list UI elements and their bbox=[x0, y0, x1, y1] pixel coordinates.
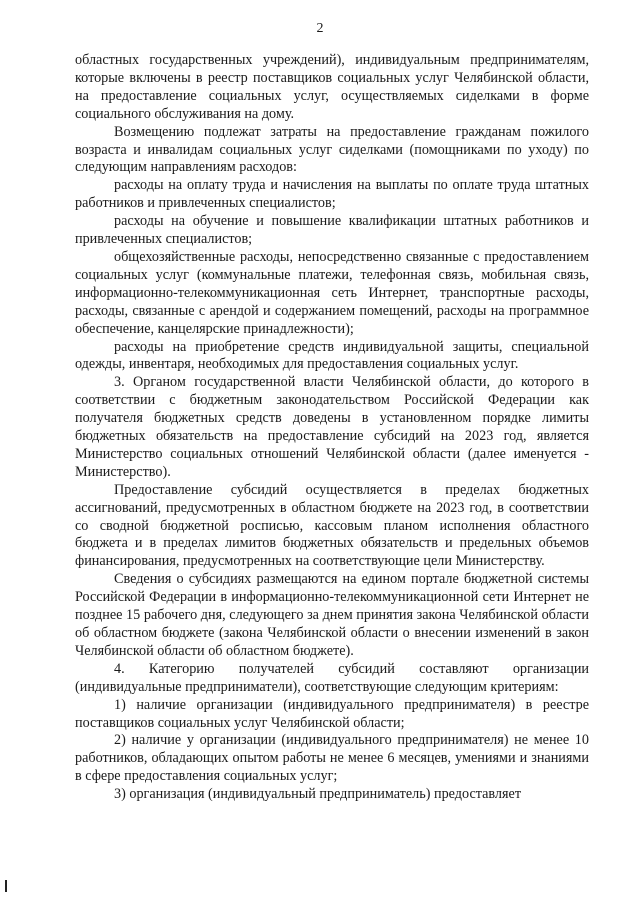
paragraph: 2) наличие у организации (индивидуального предпринимателя) не менее 10 работников, обладающих опытом работы не менее 6 месяцев, умениями и знаниями в сфере предоставления социальных услуг; bbox=[75, 732, 589, 785]
paragraph: расходы на приобретение средств индивидуальной защиты, специальной одежды, инвентаря, необходимых для предоставления социальных услуг. bbox=[75, 338, 589, 373]
paragraph: 3. Органом государственной власти Челябинской области, до которого в соответствии с бюджетным законодательством Российской Федерации как получателя бюджетных средств доведены в установленном порядке лимиты бюджетных обязательств на предоставление субсидий на 2023 год, является Министерство социальных отношений Челябинской области (далее именуется - Министерство). bbox=[75, 374, 589, 480]
paragraph: 3) организация (индивидуальный предприниматель) предоставляет bbox=[114, 786, 522, 803]
paragraph: общехозяйственные расходы, непосредственно связанные с предоставлением социальных услуг (коммунальные платежи, телефонная связь, мобильная связь, информационно-телекоммуникационная сеть Интернет, транспортные расходы, расходы, связанные с арендой и содержанием помещений, расходы на программное обеспечение, канцелярские принадлежности); bbox=[75, 248, 589, 337]
body-text bbox=[75, 52, 589, 804]
paragraph: Предоставление субсидий осуществляется в пределах бюджетных ассигнований, предусмотренных в областном бюджете на 2023 год, в соответствии со сводной бюджетной росписью, кассовым планом исполнения областного бюджета и в пределах лимитов бюджетных обязательств и предельных объемов финансирования, предусмотренных на соответствующие цели Министерству. bbox=[75, 481, 589, 570]
page-number: 2 bbox=[316, 21, 324, 36]
paragraph: расходы на оплату труда и начисления на выплаты по оплате труда штатных работников и привлеченных специалистов; bbox=[75, 177, 589, 212]
scan-margin-mark bbox=[5, 880, 7, 892]
paragraph: 1) наличие организации (индивидуального предпринимателя) в реестре поставщиков социальных услуг Челябинской области; bbox=[75, 696, 589, 731]
paragraph: Сведения о субсидиях размещаются на едином портале бюджетной системы Российской Федерации в информационно-телекоммуникационной сети Интернет не позднее 15 рабочего дня, следующего за днем принятия закона Челябинской области об областном бюджете (закона Челябинской области о внесении изменений в закон Челябинской области об областном бюджете). bbox=[75, 571, 589, 659]
paragraph: Возмещению подлежат затраты на предоставление гражданам пожилого возраста и инвалидам социальных услуг сиделками (помощниками по уходу) по следующим направлениям расходов: bbox=[75, 123, 589, 176]
paragraph: расходы на обучение и повышение квалификации штатных работников и привлеченных специалистов; bbox=[75, 213, 589, 248]
paragraph: 4. Категорию получателей субсидий составляют организации (индивидуальные предприниматели), соответствующие следующим критериям: bbox=[75, 660, 589, 695]
paragraph: областных государственных учреждений), индивидуальным предпринимателям, которые включены в реестр поставщиков социальных услуг Челябинской области, на предоставление социальных услуг, осуществляемых сиделками в форме социального обслуживания на дому. bbox=[75, 52, 589, 122]
